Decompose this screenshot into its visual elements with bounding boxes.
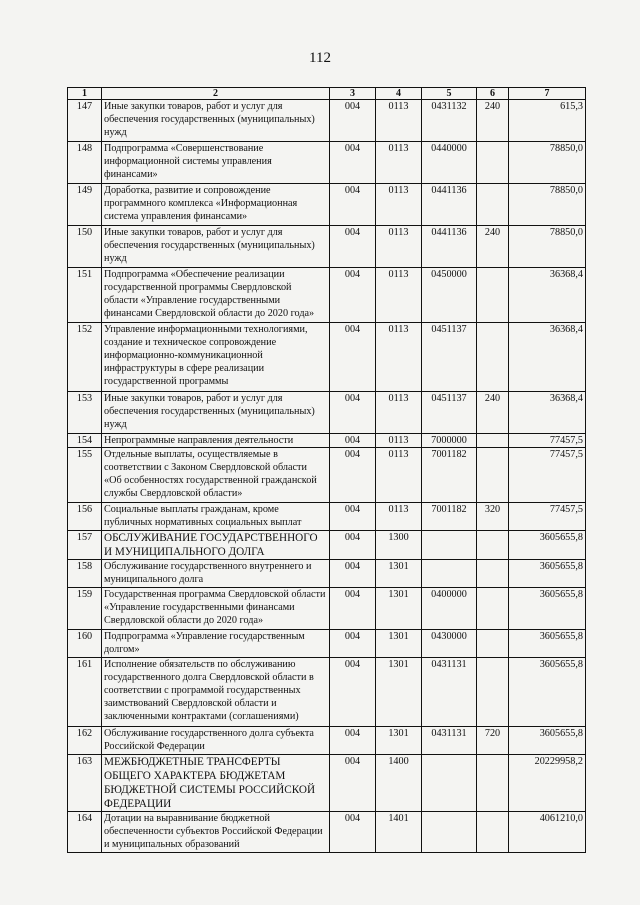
row-amount-cell: 3605655,8: [509, 727, 586, 755]
row-target-code-cell: 0400000: [422, 588, 477, 630]
row-name-cell: Иные закупки товаров, работ и услуг для обеспечения государственных (муниципальных) нужд: [102, 226, 330, 268]
row-expense-type-cell: [477, 268, 509, 323]
row-section-code-cell: 1301: [376, 560, 422, 588]
row-amount-cell: 78850,0: [509, 226, 586, 268]
row-name-cell: Подпрограмма «Управление государственным долгом»: [102, 630, 330, 658]
header-col-7: 7: [509, 88, 586, 100]
row-name-cell: Подпрограмма «Совершенствование информационной системы управления финансами»: [102, 142, 330, 184]
header-col-6: 6: [477, 88, 509, 100]
row-ministry-code-cell: 004: [330, 560, 376, 588]
row-expense-type-cell: 240: [477, 226, 509, 268]
row-target-code-cell: 0430000: [422, 630, 477, 658]
row-ministry-code-cell: 004: [330, 448, 376, 503]
row-target-code-cell: 0451137: [422, 392, 477, 434]
row-expense-type-cell: 720: [477, 727, 509, 755]
row-target-code-cell: 0431132: [422, 100, 477, 142]
row-section-code-cell: 0113: [376, 448, 422, 503]
row-section-code-cell: 1301: [376, 658, 422, 727]
header-col-2: 2: [102, 88, 330, 100]
table-row: [68, 100, 586, 142]
table-row: [68, 588, 586, 630]
row-name-cell: ОБСЛУЖИВАНИЕ ГОСУДАРСТВЕННОГО И МУНИЦИПАЛЬНОГО ДОЛГА: [102, 531, 330, 560]
table-row: [68, 392, 586, 434]
row-section-code-cell: 1400: [376, 755, 422, 812]
row-name-cell: Доработка, развитие и сопровождение программного комплекса «Информационная система управления финансами»: [102, 184, 330, 226]
row-target-code-cell: [422, 755, 477, 812]
table-row: [68, 226, 586, 268]
row-section-code-cell: 1301: [376, 630, 422, 658]
row-ministry-code-cell: 004: [330, 434, 376, 448]
row-expense-type-cell: [477, 812, 509, 853]
row-number-cell: 147: [68, 100, 102, 142]
row-expense-type-cell: [477, 658, 509, 727]
table-row: [68, 658, 586, 727]
row-target-code-cell: 0431131: [422, 727, 477, 755]
row-number-cell: 149: [68, 184, 102, 226]
table-row: [68, 630, 586, 658]
row-name-cell: Иные закупки товаров, работ и услуг для обеспечения государственных (муниципальных) нужд: [102, 100, 330, 142]
row-name-cell: Управление информационными технологиями, создание и техническое сопровождение информационно-коммуникационной инфраструктуры в сфере реализации государственной программы: [102, 323, 330, 392]
table-row: [68, 727, 586, 755]
row-amount-cell: 615,3: [509, 100, 586, 142]
table-row: [68, 434, 586, 448]
row-name-cell: Непрограммные направления деятельности: [102, 434, 330, 448]
row-ministry-code-cell: 004: [330, 812, 376, 853]
row-section-code-cell: 0113: [376, 503, 422, 531]
row-amount-cell: 3605655,8: [509, 560, 586, 588]
page-number: 112: [309, 50, 331, 66]
row-number-cell: 157: [68, 531, 102, 560]
row-name-cell: МЕЖБЮДЖЕТНЫЕ ТРАНСФЕРТЫ ОБЩЕГО ХАРАКТЕРА БЮДЖЕТАМ БЮДЖЕТНОЙ СИСТЕМЫ РОССИЙСКОЙ ФЕДЕРАЦИИ: [102, 755, 330, 812]
header-col-4: 4: [376, 88, 422, 100]
table-row: [68, 560, 586, 588]
row-section-code-cell: 0113: [376, 142, 422, 184]
row-target-code-cell: 0451137: [422, 323, 477, 392]
table-body: [68, 100, 586, 853]
row-number-cell: 159: [68, 588, 102, 630]
row-expense-type-cell: [477, 630, 509, 658]
row-number-cell: 154: [68, 434, 102, 448]
row-name-cell: Дотации на выравнивание бюджетной обеспеченности субъектов Российской Федерации и муниципальных образований: [102, 812, 330, 853]
row-name-cell: Исполнение обязательств по обслуживанию государственного долга Свердловской области в соответствии с программой государственных заимствований Свердловской области и заключенными контрактами (соглашениями): [102, 658, 330, 727]
row-amount-cell: 78850,0: [509, 184, 586, 226]
row-number-cell: 153: [68, 392, 102, 434]
header-row: [68, 88, 586, 100]
row-target-code-cell: 0450000: [422, 268, 477, 323]
row-amount-cell: 78850,0: [509, 142, 586, 184]
table-row: [68, 184, 586, 226]
row-target-code-cell: [422, 560, 477, 588]
row-ministry-code-cell: 004: [330, 755, 376, 812]
row-amount-cell: 36368,4: [509, 392, 586, 434]
table-row: [68, 323, 586, 392]
row-expense-type-cell: 240: [477, 392, 509, 434]
row-ministry-code-cell: 004: [330, 142, 376, 184]
row-name-cell: Государственная программа Свердловской области «Управление государственными финансами Свердловской области до 2020 года»: [102, 588, 330, 630]
row-expense-type-cell: [477, 448, 509, 503]
row-target-code-cell: 0440000: [422, 142, 477, 184]
table-row: [68, 448, 586, 503]
row-expense-type-cell: [477, 588, 509, 630]
row-ministry-code-cell: 004: [330, 184, 376, 226]
row-section-code-cell: 0113: [376, 100, 422, 142]
row-section-code-cell: 0113: [376, 323, 422, 392]
row-amount-cell: 20229958,2: [509, 755, 586, 812]
row-section-code-cell: 1300: [376, 531, 422, 560]
row-number-cell: 162: [68, 727, 102, 755]
row-section-code-cell: 0113: [376, 434, 422, 448]
row-ministry-code-cell: 004: [330, 503, 376, 531]
row-number-cell: 148: [68, 142, 102, 184]
row-amount-cell: 77457,5: [509, 434, 586, 448]
row-amount-cell: 3605655,8: [509, 588, 586, 630]
row-ministry-code-cell: 004: [330, 392, 376, 434]
row-ministry-code-cell: 004: [330, 100, 376, 142]
row-amount-cell: 77457,5: [509, 503, 586, 531]
row-section-code-cell: 0113: [376, 226, 422, 268]
row-amount-cell: 77457,5: [509, 448, 586, 503]
row-number-cell: 150: [68, 226, 102, 268]
row-number-cell: 164: [68, 812, 102, 853]
row-target-code-cell: 7001182: [422, 448, 477, 503]
row-expense-type-cell: [477, 323, 509, 392]
row-name-cell: Социальные выплаты гражданам, кроме публичных нормативных социальных выплат: [102, 503, 330, 531]
row-section-code-cell: 1301: [376, 588, 422, 630]
row-section-code-cell: 0113: [376, 268, 422, 323]
row-amount-cell: 3605655,8: [509, 658, 586, 727]
row-expense-type-cell: [477, 434, 509, 448]
header-col-3: 3: [330, 88, 376, 100]
row-target-code-cell: 0441136: [422, 226, 477, 268]
row-section-code-cell: 0113: [376, 392, 422, 434]
row-section-code-cell: 0113: [376, 184, 422, 226]
table-row: [68, 812, 586, 853]
budget-table: [67, 87, 586, 853]
row-expense-type-cell: [477, 531, 509, 560]
row-number-cell: 160: [68, 630, 102, 658]
row-ministry-code-cell: 004: [330, 531, 376, 560]
row-expense-type-cell: [477, 142, 509, 184]
row-name-cell: Обслуживание государственного долга субъекта Российской Федерации: [102, 727, 330, 755]
row-target-code-cell: [422, 812, 477, 853]
row-amount-cell: 4061210,0: [509, 812, 586, 853]
row-expense-type-cell: [477, 755, 509, 812]
row-target-code-cell: 7000000: [422, 434, 477, 448]
row-name-cell: Отдельные выплаты, осуществляемые в соответствии с Законом Свердловской области «Об особенностях государственной гражданской службы Свердловской области»: [102, 448, 330, 503]
table-row: [68, 755, 586, 812]
row-number-cell: 158: [68, 560, 102, 588]
row-ministry-code-cell: 004: [330, 727, 376, 755]
row-name-cell: Обслуживание государственного внутреннего и муниципального долга: [102, 560, 330, 588]
row-amount-cell: 36368,4: [509, 268, 586, 323]
row-ministry-code-cell: 004: [330, 588, 376, 630]
row-expense-type-cell: [477, 560, 509, 588]
row-amount-cell: 3605655,8: [509, 630, 586, 658]
row-ministry-code-cell: 004: [330, 226, 376, 268]
row-number-cell: 151: [68, 268, 102, 323]
row-expense-type-cell: 240: [477, 100, 509, 142]
row-target-code-cell: [422, 531, 477, 560]
row-section-code-cell: 1401: [376, 812, 422, 853]
row-number-cell: 155: [68, 448, 102, 503]
row-number-cell: 161: [68, 658, 102, 727]
row-expense-type-cell: [477, 184, 509, 226]
row-target-code-cell: 0441136: [422, 184, 477, 226]
row-number-cell: 156: [68, 503, 102, 531]
row-name-cell: Подпрограмма «Обеспечение реализации государственной программы Свердловской области «Управление государственными финансами Свердловской области до 2020 года»: [102, 268, 330, 323]
table-row: [68, 268, 586, 323]
header-col-1: 1: [68, 88, 102, 100]
row-amount-cell: 3605655,8: [509, 531, 586, 560]
row-name-cell: Иные закупки товаров, работ и услуг для обеспечения государственных (муниципальных) нужд: [102, 392, 330, 434]
row-ministry-code-cell: 004: [330, 658, 376, 727]
row-ministry-code-cell: 004: [330, 323, 376, 392]
table-row: [68, 142, 586, 184]
row-expense-type-cell: 320: [477, 503, 509, 531]
header-col-5: 5: [422, 88, 477, 100]
row-section-code-cell: 1301: [376, 727, 422, 755]
row-ministry-code-cell: 004: [330, 268, 376, 323]
row-number-cell: 152: [68, 323, 102, 392]
row-target-code-cell: 7001182: [422, 503, 477, 531]
row-amount-cell: 36368,4: [509, 323, 586, 392]
row-target-code-cell: 0431131: [422, 658, 477, 727]
table-row: [68, 503, 586, 531]
table-row: [68, 531, 586, 560]
row-ministry-code-cell: 004: [330, 630, 376, 658]
row-number-cell: 163: [68, 755, 102, 812]
